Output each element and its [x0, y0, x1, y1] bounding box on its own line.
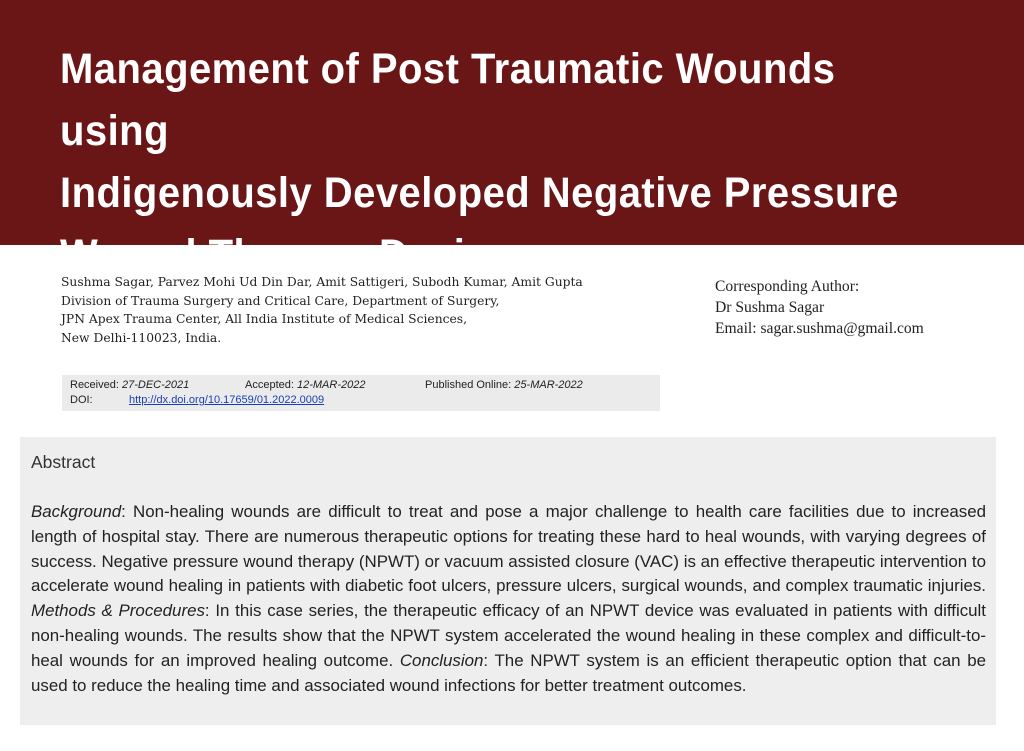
- title-line-1: Management of Post Traumatic Wounds using: [60, 45, 836, 155]
- corresponding-author-block: [715, 276, 1015, 339]
- published-value: 25-MAR-2022: [514, 379, 583, 391]
- published-label: Published Online:: [425, 379, 512, 391]
- corresponding-label: Corresponding Author:: [715, 278, 860, 295]
- doi-link[interactable]: http://dx.doi.org/10.17659/01.2022.0009: [129, 394, 325, 406]
- publication-dates-box: [62, 375, 660, 411]
- affiliation-line-1: Division of Trauma Surgery and Critical Care, Department of Surgery,: [61, 293, 500, 308]
- received-label: Received:: [70, 379, 119, 391]
- abstract-body: [31, 500, 986, 698]
- conclusion-label: Conclusion: [399, 650, 484, 670]
- conclusion-text: : The NPWT system is an efficient therapeutic option that can be used to reduce the healing time and associated wound infections for better treatment outcomes.: [31, 650, 987, 695]
- background-label: Background: [31, 502, 122, 521]
- corresponding-email: Email: sagar.sushma@gmail.com: [715, 320, 924, 337]
- published-date: [425, 379, 583, 391]
- accepted-value: 12-MAR-2022: [296, 379, 366, 391]
- author-names: Sushma Sagar, Parvez Mohi Ud Din Dar, Amit Sattigeri, Subodh Kumar, Amit Gupta: [61, 275, 583, 289]
- methods-text: : In this case series, the therapeutic efficacy of an NPWT device was evaluated in patients with difficult non-healing wounds. The results show that the NPWT system accelerated the wound healing in these complex and difficult-to-heal wounds for an improved healing outcome.: [31, 601, 986, 670]
- author-block: [61, 273, 621, 347]
- accepted-date: [245, 379, 365, 391]
- affiliation-line-2: JPN Apex Trauma Center, All India Institute of Medical Sciences,: [61, 312, 467, 327]
- received-value: 27-DEC-2021: [121, 379, 190, 391]
- background-text: : Non-healing wounds are difficult to treat and pose a major challenge to health care facilities due to increased length of hospital stay. There are numerous therapeutic options for treating these hard to heal wounds, with varying degrees of success. Negative pressure wound therapy (NPWT) or vacuum assisted closure (VAC) is an effective therapeutic intervention to accelerate wound healing in patients with diabetic foot ulcers, pressure ulcers, surgical wounds, and complex traumatic injuries.: [31, 502, 986, 596]
- doi-label: DOI:: [70, 394, 93, 406]
- paper-title: [60, 38, 934, 286]
- methods-label: Methods & Procedures: [31, 601, 205, 621]
- accepted-label: Accepted:: [245, 379, 294, 391]
- abstract-box: [20, 437, 996, 725]
- affiliation-line-3: New Delhi-110023, India.: [61, 330, 222, 345]
- abstract-heading: Abstract: [31, 452, 96, 472]
- title-line-3: Wound Therapy Device: [60, 231, 511, 279]
- received-date: [70, 379, 189, 391]
- title-banner: [0, 0, 1024, 279]
- corresponding-name: Dr Sushma Sagar: [715, 299, 825, 316]
- title-line-2: Indigenously Developed Negative Pressure: [60, 169, 899, 217]
